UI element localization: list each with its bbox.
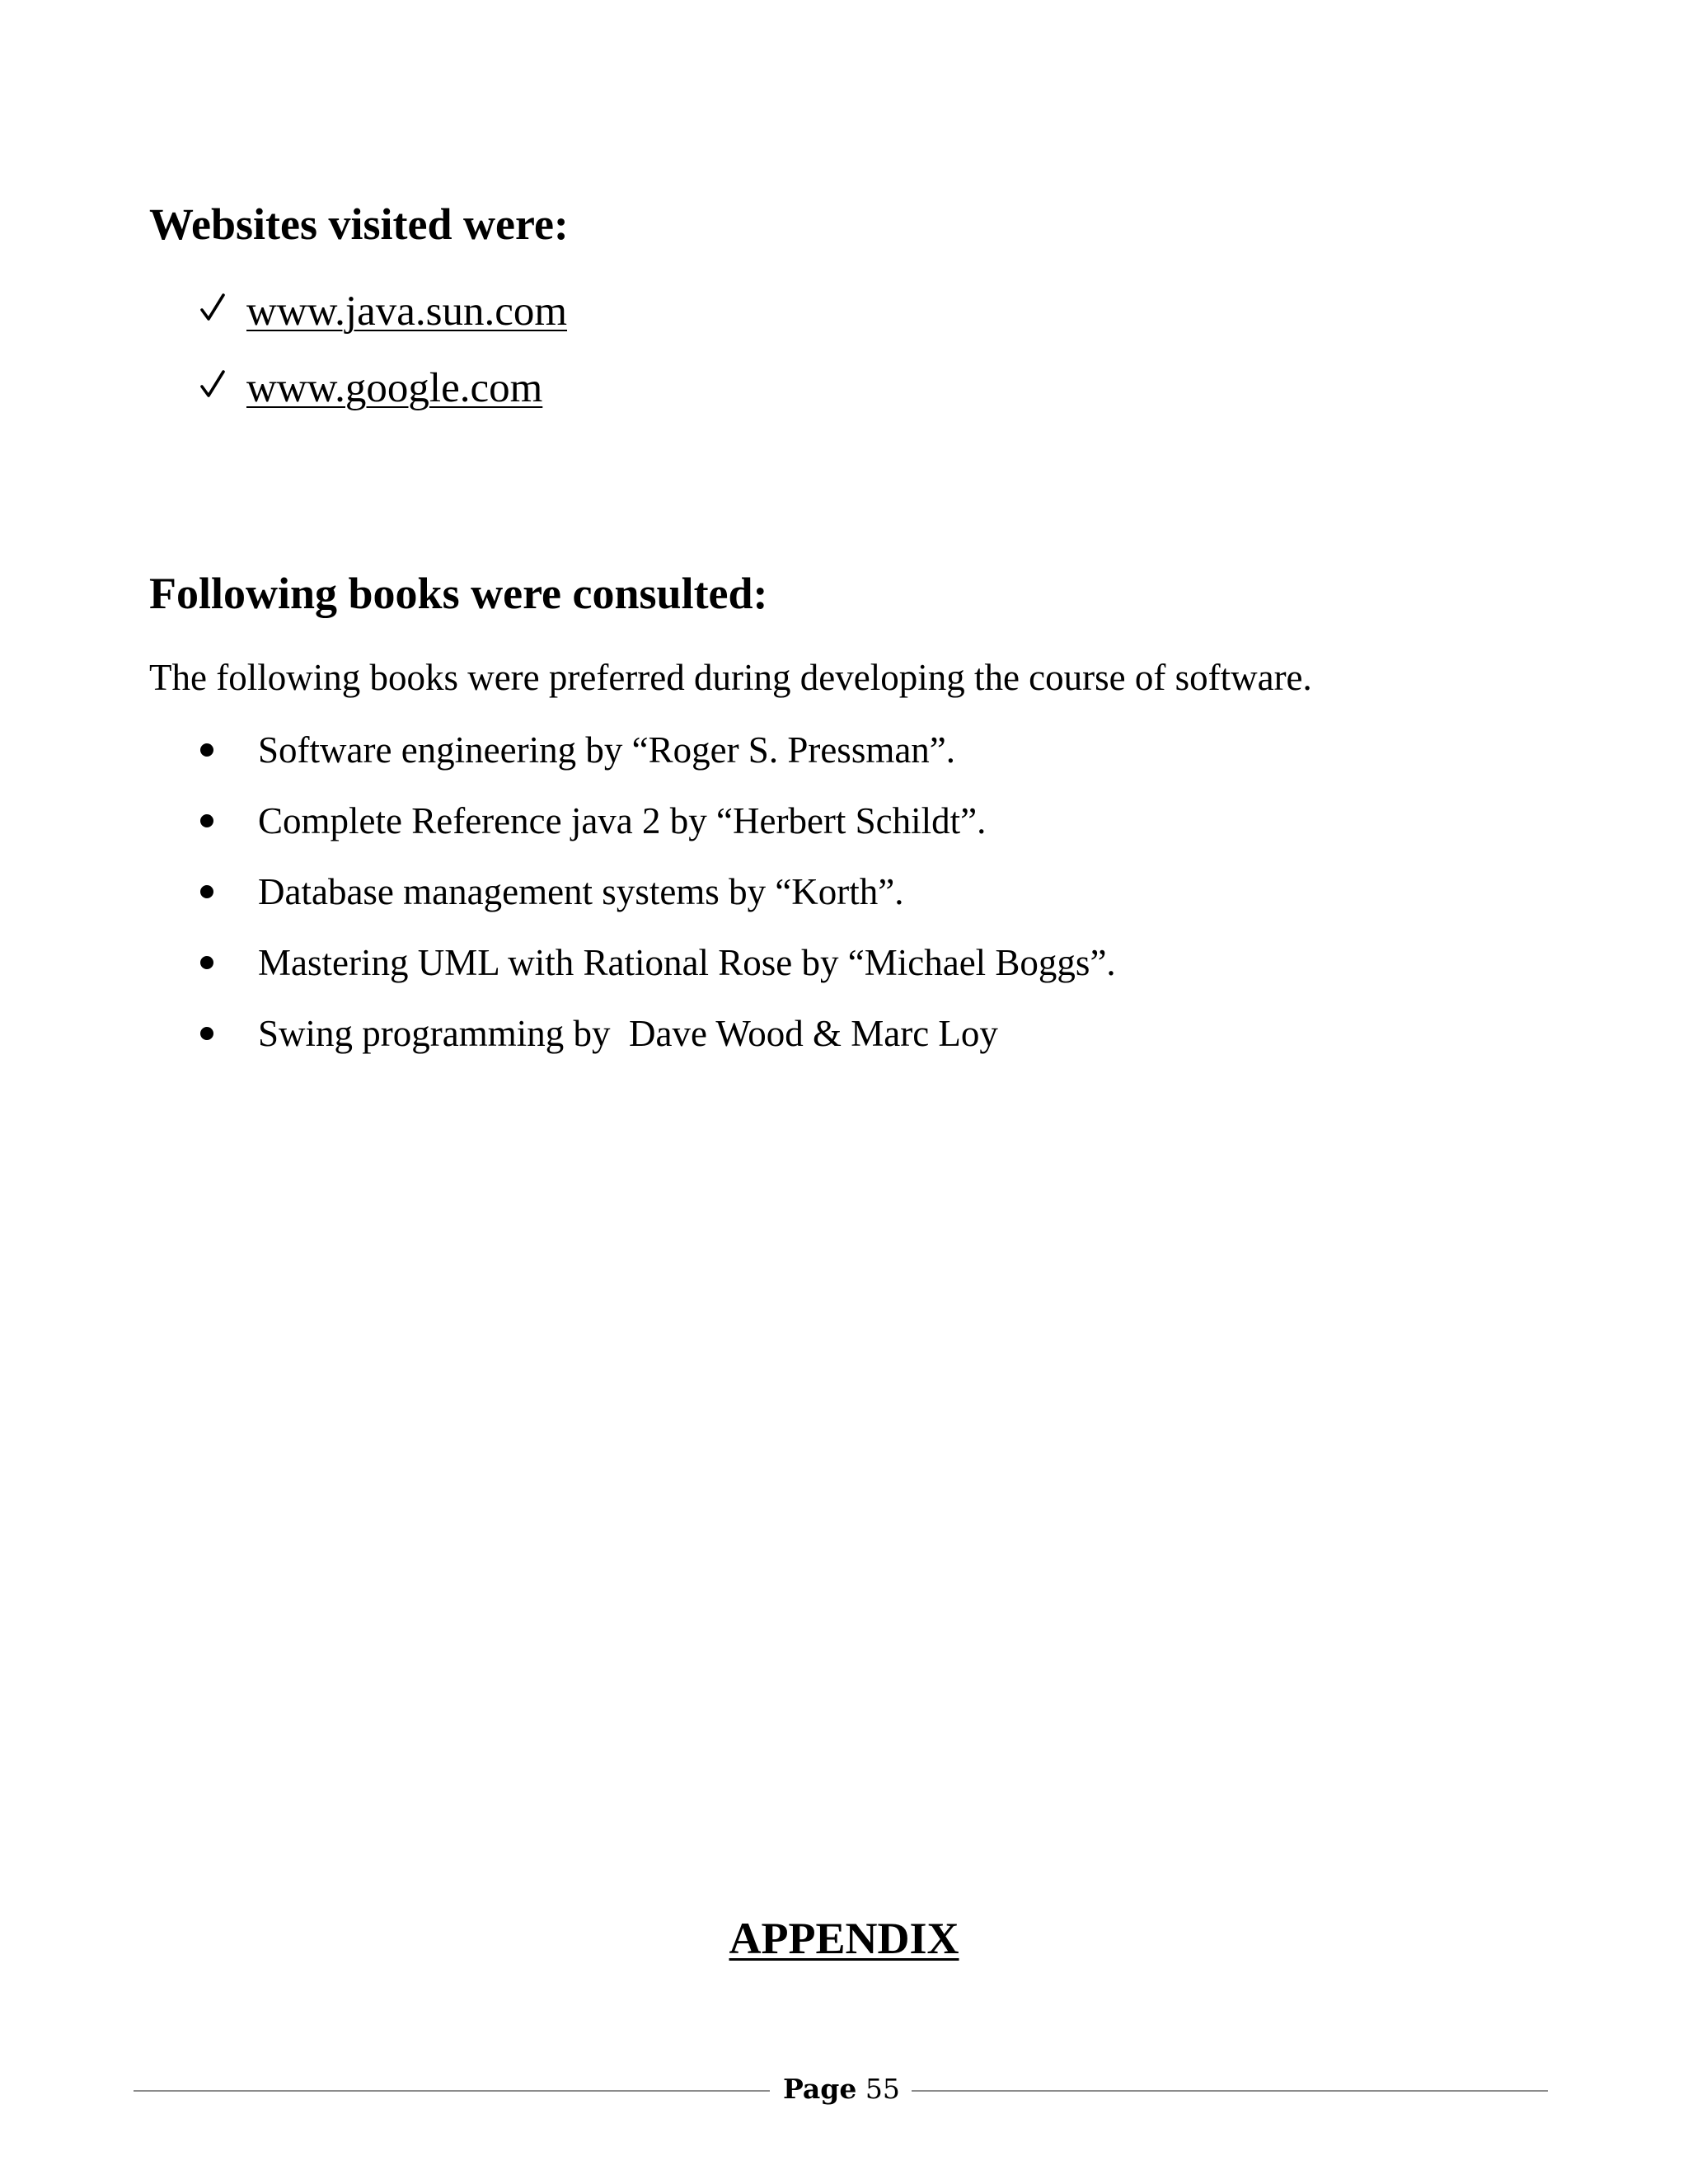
page-number-value: 55 bbox=[865, 2073, 900, 2105]
book-item bbox=[200, 1009, 998, 1058]
website-link-java-sun[interactable]: www.java.sun.com bbox=[246, 288, 568, 335]
book-text: Swing programming by Dave Wood & Marc Loy bbox=[258, 1013, 998, 1054]
book-text: Complete Reference java 2 by “Herbert Schildt”. bbox=[258, 800, 987, 841]
book-text: Mastering UML with Rational Rose by “Michael Boggs”. bbox=[258, 942, 1116, 983]
page-number bbox=[783, 2073, 898, 2106]
bullet-icon bbox=[200, 885, 213, 898]
book-text: Software engineering by “Roger S. Pressman”. bbox=[258, 729, 956, 771]
website-link-google[interactable]: www.google.com bbox=[246, 365, 543, 411]
books-heading: Following books were consulted: bbox=[149, 569, 768, 618]
website-item bbox=[200, 363, 542, 413]
book-text: Database management systems by “Korth”. bbox=[258, 871, 904, 912]
website-item bbox=[200, 287, 567, 336]
bullet-icon bbox=[200, 814, 213, 827]
check-icon bbox=[200, 292, 225, 325]
book-item bbox=[200, 938, 1116, 987]
book-item bbox=[200, 867, 904, 916]
check-icon bbox=[200, 368, 225, 401]
bullet-icon bbox=[200, 956, 213, 969]
appendix-title: APPENDIX bbox=[729, 1914, 959, 1963]
books-intro: The following books were preferred during developing the course of software. bbox=[149, 657, 1312, 698]
bullet-icon bbox=[200, 1027, 213, 1040]
bullet-icon bbox=[200, 743, 213, 757]
websites-heading: Websites visited were: bbox=[149, 199, 569, 249]
page-label: Page bbox=[783, 2073, 857, 2105]
book-item bbox=[200, 796, 986, 846]
footer-divider-right bbox=[912, 2090, 1548, 2092]
footer-divider-left bbox=[134, 2090, 770, 2092]
book-item bbox=[200, 725, 955, 775]
